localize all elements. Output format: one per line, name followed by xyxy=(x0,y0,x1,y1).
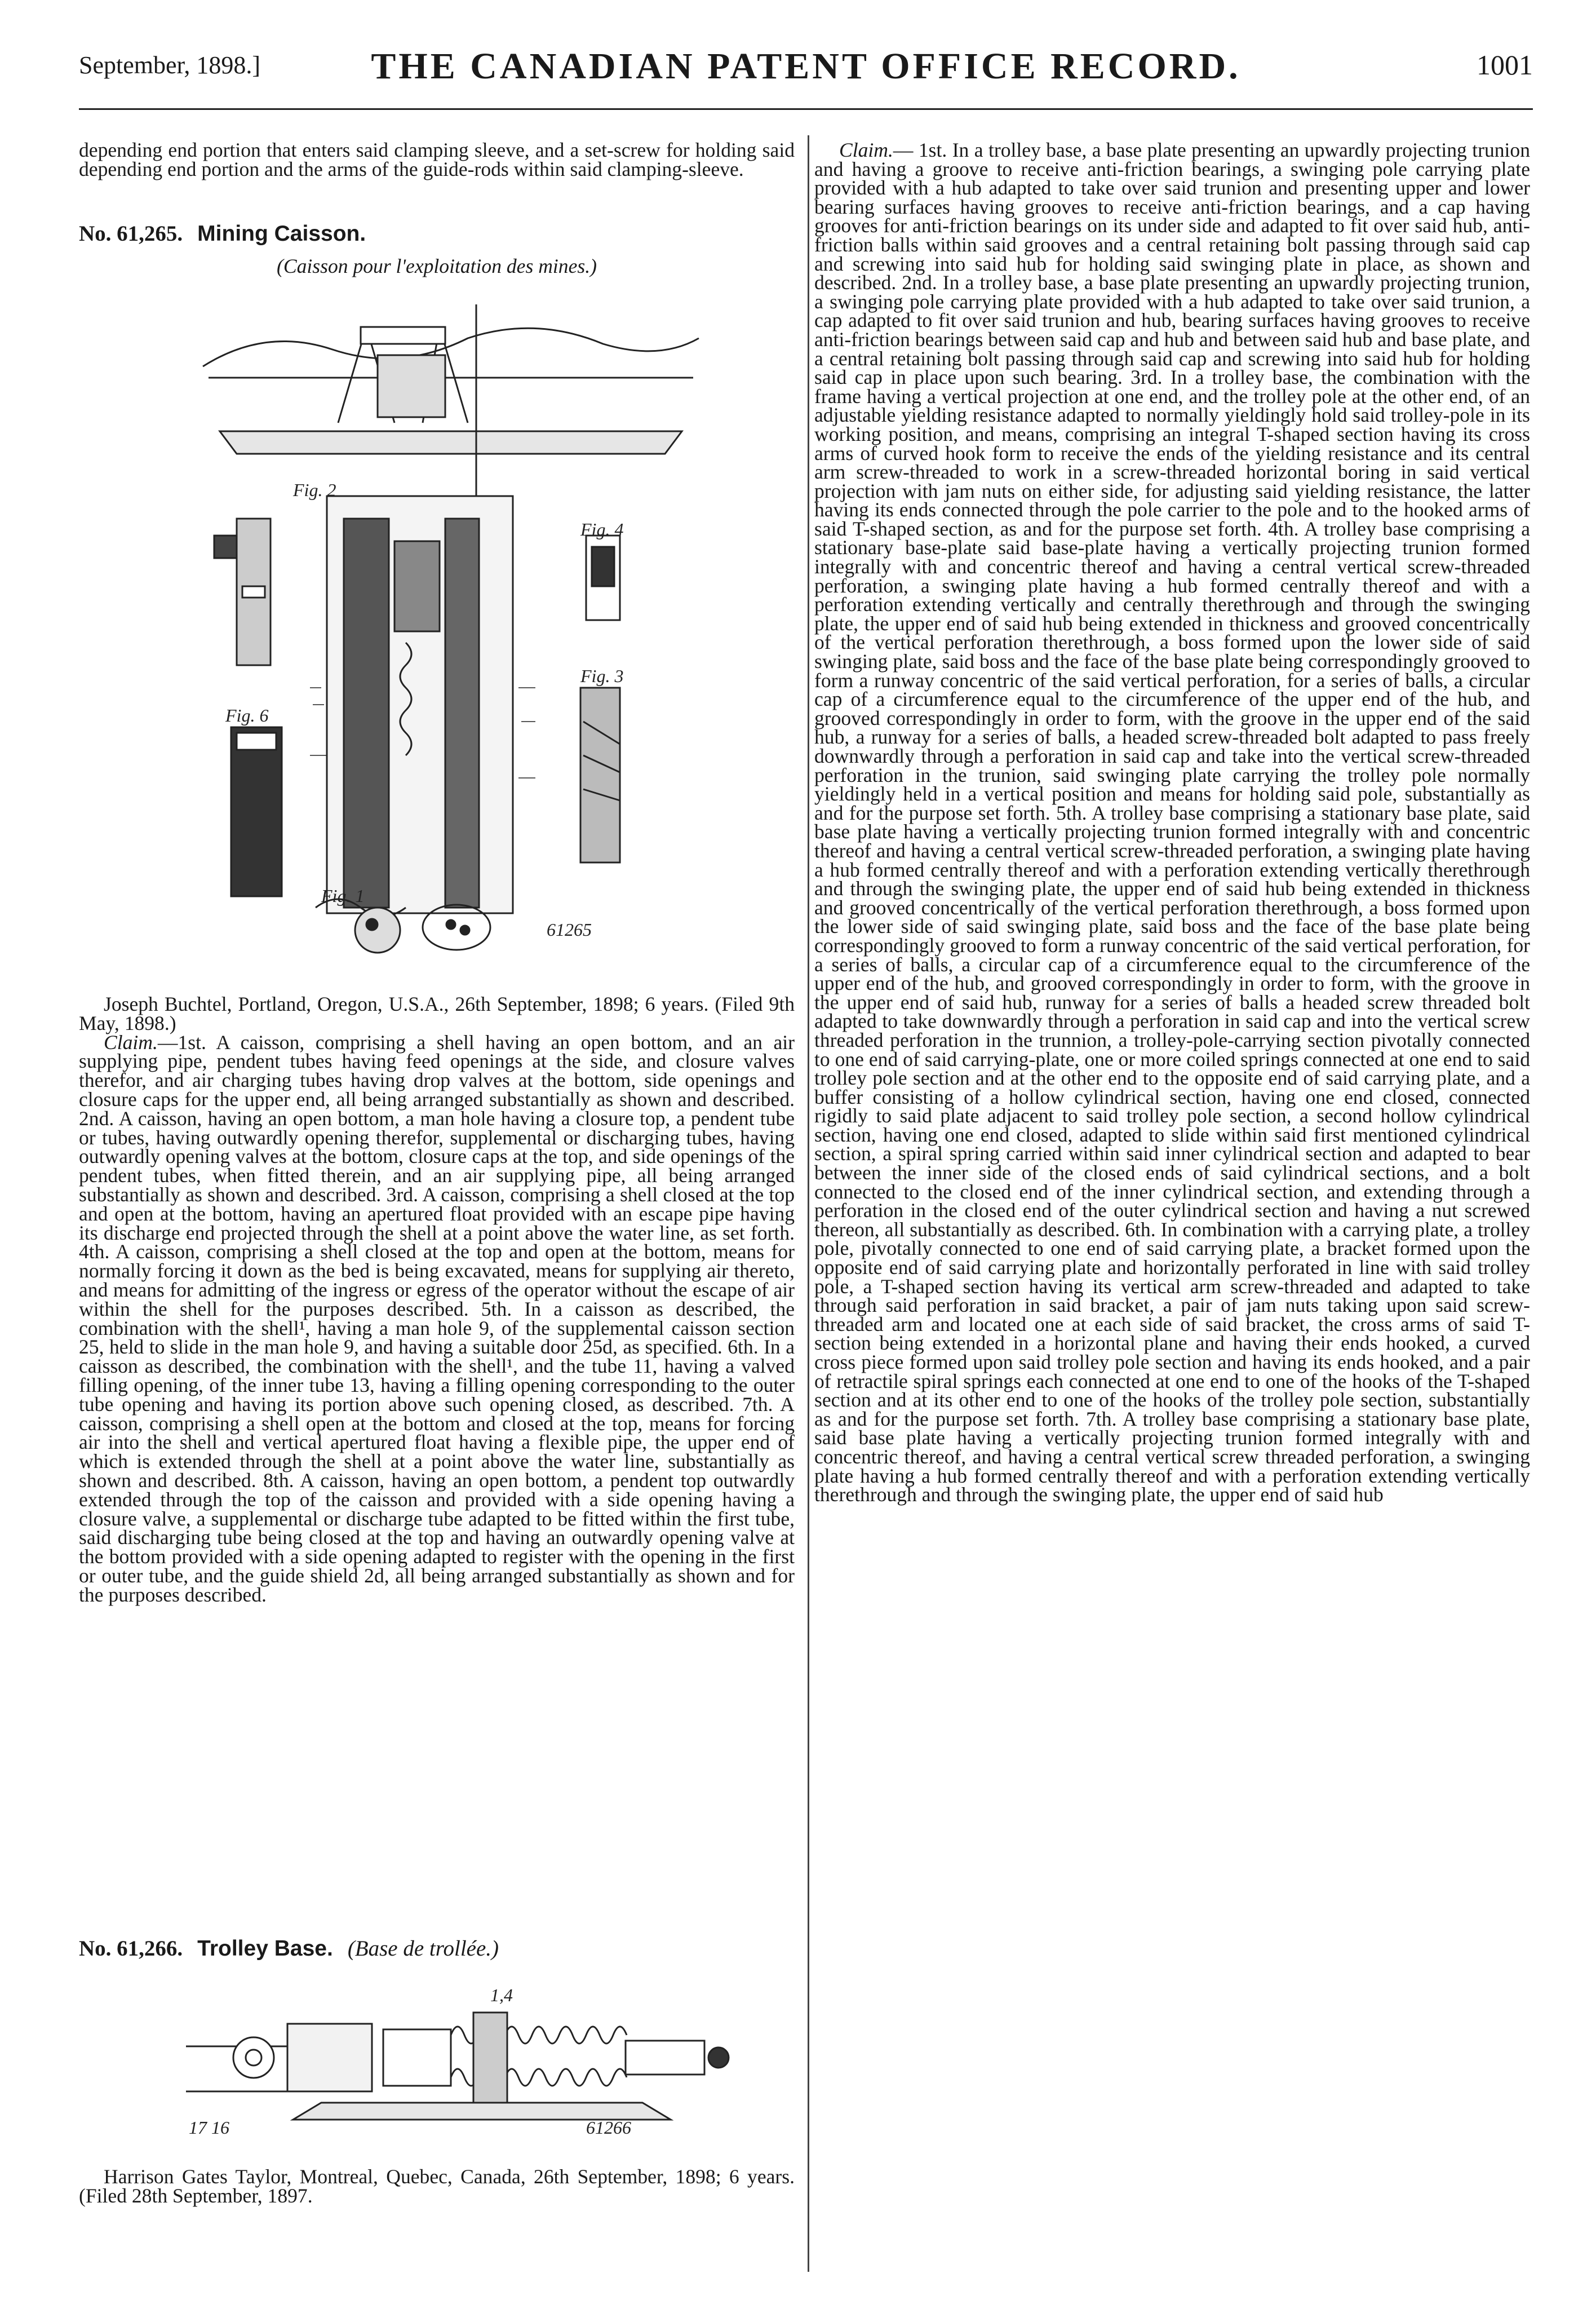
patent-french-title: (Caisson pour l'exploitation des mines.) xyxy=(277,255,597,277)
patent-61266-body xyxy=(79,2165,795,2207)
header-rule xyxy=(79,108,1533,110)
svg-text:1,4: 1,4 xyxy=(490,1985,513,2005)
patent-heading-61266 xyxy=(79,1936,795,1961)
patent-heading-61265 xyxy=(79,224,795,244)
claim-text: — 1st. In a trolley base, a base plate presenting an upwardly projecting trunion and having a groove to receive anti-friction bearings, a swinging pole carrying plate provided with a hub adapted to take over said trunion and presenting upper and lower bearing surfaces having grooves to receive anti-friction bearings, and a cap having grooves for anti-friction bearings on its under side and adapted to fit over said hub, anti-friction balls within said grooves and a central retaining bolt passing through said cap and screwing into said hub for holding said swinging plate in place, as shown and described. 2nd. In a trolley base, a base plate presenting an upwardly projecting trunion, a swinging pole carrying plate provided with a hub adapted to take over said trunion, a cap adapted to fit over said trunion and hub, bearing surfaces having grooves to receive anti-friction bearings between said cap and hub and between said hub and base plate, and a central retaining bolt passing through said cap and screwing into said hub for holding said cap in place upon such bearing. 3rd. In a trolley base, the combination with the frame having a vertical projection at one end, and the trolley pole at the other end, of an adjustable yielding resistance adapted to normally yieldingly hold said trolley-pole in its working position, and means, comprising an integral T-shaped section having its cross arms of curved hook form to receive the ends of the yielding resistance and its central arm screw-threaded to work in a screw-threaded horizontal boring in said vertical projection with jam nuts on either side, for adjusting said yielding resistance, the latter having its ends connected through the pole carrier to the pole and to the hooked arms of said T-shaped section, as and for the purpose set forth. 4th. A trolley base comprising a stationary base-plate said base-plate having a vertically projecting trunion formed integrally with and concentric thereof and having a central vertical screw-threaded perforation, a swinging plate having a hub formed centrally thereof and with a perforation extending vertically and centrally therethrough and through the swinging plate, the upper end of said hub being extended in thickness and grooved concentrically of the vertical perforation therethrough, a boss formed upon the lower side of said swinging plate, said boss and the face of the base plate being correspondingly grooved to form a runway concentric of the said vertical perforation, for a series of balls, a circular cap of a circumference equal to the circumference of the upper end of the hub, and grooved correspondingly in order to form, with the groove in the upper end of the said hub, a runway for a series of balls, a headed screw-threaded bolt adapted to pass freely downwardly through a perforation in said cap and take into the vertical screw-threaded perforation in the trunion, said swinging plate carrying the trolley pole normally yieldingly held in a vertical position and means for holding said pole, substantially as and for the purpose set forth. 5th. A trolley base comprising a stationary base plate, said base plate having a vertically projecting trunion formed integrally with and concentric thereof and having a central vertical screw-threaded perforation, a swinging plate having a hub formed centrally thereof and with a perforation extending vertically therethrough and through the swinging plate, the upper end of said hub being extended in thickness and grooved concentrically of the vertical perforation therethrough, a boss formed upon the lower side of said swinging plate, said boss and the face of the base plate being correspondingly grooved to form a runway concentric of the said vertical perforation, for a series of balls, a circular cap of a circumference equal to the circumference of the upper end of the hub, and grooved correspondingly in order to form, with the groove in the upper end of said hub, runway for a series of balls a headed screw threaded bolt adapted to take downwardly through a perforation in said cap and into the vertical screw threaded perforation in the trunnion, a trolley-pole-carrying section pivotally connected to one end of said carrying-plate, one or more coiled springs connected at one end to said trolley pole section and at the other end to the opposite end of said carrying plate, and a buffer consisting of a hollow cylindrical section, having one end closed, connected rigidly to said plate adjacent to said trolley pole section, a second hollow cylindrical section, having one end closed, adapted to slide within said first mentioned cylindrical section, a spiral spring carried within said inner cylindrical section and adapted to bear between the inner side of the closed ends of said cylindrical sections, and a bolt connected to the closed end of the inner cylindrical section, and extending through a perforation in the closed end of the outer cylindrical section and having a nut screwed thereon, all substantially as described. 6th. In combination with a carrying plate, a trolley pole, pivotally connected to one end of said carrying plate, a bracket formed upon the opposite end of said carrying plate and horizontally perforated in line with said trolley pole, a T-shaped section having its vertical arm screw-threaded and adapted to take through said perforation in said bracket, a pair of jam nuts taking upon said screw-threaded arm and located one at each side of said bracket, the cross arms of said T-section being extended in a horizontal plane and having their ends hooked, a curved cross piece formed upon said trolley pole section and having its ends hooked, and a pair of retractile spiral springs each connected at one end to one of the hooks of the T-shaped section and at its other end to one of the hooks of the trolley pole section, substantially as and for the purpose set forth. 7th. A trolley base comprising a stationary base plate, said base plate having a vertically projecting trunion formed integrally with and concentric thereof, and having a central vertical screw threaded perforation, a swinging plate having a hub formed centrally thereof and with a perforation extending vertically therethrough and through the swinging plate, the upper end of said hub xyxy=(814,139,1530,1506)
intro-paragraph: depending end portion that enters said clamping sleeve, and a set-screw for holding said depending end portion and the arms of the guide-rods within said clamping-sleeve. xyxy=(79,139,795,180)
page-number: 1001 xyxy=(1477,49,1533,81)
patent-name: Trolley Base. xyxy=(197,1936,333,1961)
left-column-intro xyxy=(79,141,795,179)
column-divider xyxy=(808,135,809,2272)
fig-label: Fig. 3 xyxy=(580,666,624,686)
claim-text: —1st. A caisson, comprising a shell having an open bottom, and an air supplying pipe, pendent tubes having feed openings at the side, and closure valves therefor, and air charging tubes having drop valves at the bottom, side openings and closure caps for the upper end, all being arranged substantially as shown and described. 2nd. A caisson, having an open bottom, a man hole having a closure top, a pendent tube or tubes, having outwardly opening therefor, supplemental or discharging tubes, having outwardly opening valves at the bottom, closure caps at the top, and side openings of the pendent tubes, when fitted therein, and an air supplying pipe, all being arranged substantially as shown and described. 3rd. A caisson, comprising a shell closed at the top and open at the bottom, having an apertured float provided with an escape pipe having its discharge end projected through the shell at a point above the water line, as set forth. 4th. A caisson, comprising a shell closed at the top and open at the bottom, means for normally forcing it down as the bed is being excavated, means for supplying air thereto, and means for admitting of the ingress or egress of the operator without the escape of air within the shell for the purposes described. 5th. In a caisson as described, the combination with the shell¹, having a man hole 9, of the supplemental caisson section 25, held to slide in the man hole 9, and having a suitable door 25d, as specified. 6th. In a caisson as described, the combination with the shell¹, and the tube 11, having a valved filling opening, of the inner tube 13, having a filling opening corresponding to the outer tube opening and having its portion above such opening closed, as described. 7th. A caisson, comprising a shell open at the bottom and closed at the top, means for forcing air into the shell and vertical apertured float having a flexible pipe, the upper end of which is extended through the shell at a point above the water line, substantially as shown and described. 8th. A caisson, having an open bottom, a pendent top outwardly extended through the top of the caisson and provided with a side opening having a closure valve, a supplemental or discharge tube adapted to be fitted within the first tube, said discharging tube being closed at the top and having an outwardly opening valve at the bottom provided with a side opening adapted to register with the opening in the first or outer tube, and the guide shield 2d, all being arranged substantially as shown and for the purposes described. xyxy=(79,1030,795,1606)
trolley-base-figure xyxy=(180,1979,733,2137)
claim-label: Claim. xyxy=(104,1030,158,1054)
fig-label: Fig. 2 xyxy=(293,480,336,500)
page-header xyxy=(79,45,1533,90)
patent-number: No. 61,265. xyxy=(79,222,183,246)
right-column-claims xyxy=(814,141,1530,1505)
patent-name: Mining Caisson. xyxy=(197,222,366,246)
patent-61265-body xyxy=(79,995,795,1605)
fig-label: Fig. 1 xyxy=(321,886,365,906)
mining-caisson-figure xyxy=(197,293,704,987)
fig-label: Fig. 4 xyxy=(580,519,624,539)
figure-ref-number: 61265 xyxy=(547,919,592,940)
figure-ref-number: 61266 xyxy=(586,2117,631,2137)
inventor-line: Joseph Buchtel, Portland, Oregon, U.S.A., 26th September, 1898; 6 years. (Filed 9th May, 1898.) xyxy=(79,993,795,1034)
patent-number: No. 61,266. xyxy=(79,1936,183,1961)
svg-text:17 16: 17 16 xyxy=(189,2117,229,2137)
claim-label: Claim. xyxy=(839,139,893,161)
issue-date: September, 1898.] xyxy=(79,51,261,79)
fig-label: Fig. 6 xyxy=(225,705,269,726)
patent-french-title: (Base de trollée.) xyxy=(347,1936,499,1961)
publication-title: THE CANADIAN PATENT OFFICE RECORD. xyxy=(371,46,1241,87)
inventor-line: Harrison Gates Taylor, Montreal, Quebec, Canada, 26th September, 1898; 6 years. (Filed 28th September, 1897. xyxy=(79,2165,795,2207)
